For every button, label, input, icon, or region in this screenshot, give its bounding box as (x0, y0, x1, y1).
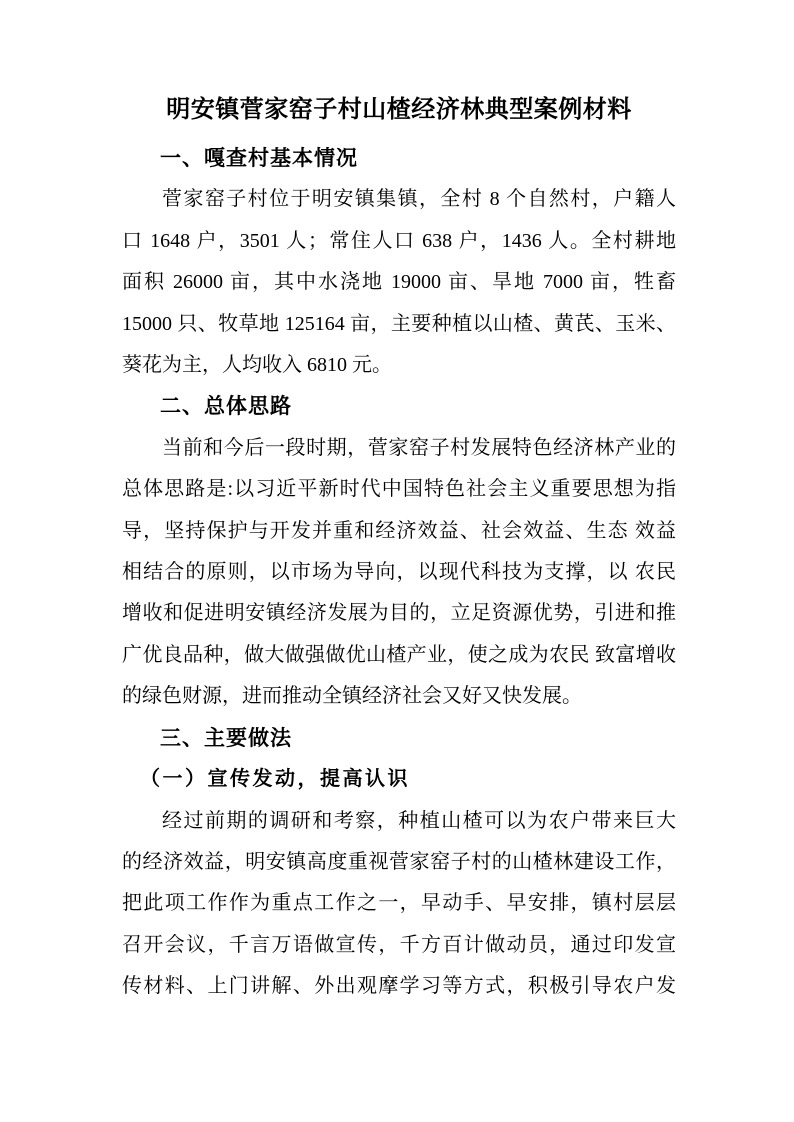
text-line: 总体思路是:以习近平新时代中国特色社会主义重要思想为指 (122, 478, 676, 501)
section-heading-basic-info: 一、嘎查村基本情况 (160, 147, 358, 170)
doc-content (122, 138, 676, 1008)
text-line: 当前和今后一段时期，菅家窑子村发展特色经济林产业的 (162, 436, 676, 459)
subsection-heading-publicity: （一）宣传发动，提高认识 (140, 768, 410, 791)
text-line: 15000 只、牧草地 125164 亩，主要种植以山楂、黄芪、玉米、 (122, 312, 676, 335)
text-line: 把此项工作作为重点工作之一，早动手、早安排，镇村层层 (122, 892, 676, 915)
text-line: 经过前期的调研和考察，种植山楂可以为农户带来巨大 (162, 809, 676, 832)
text-line: 相结合的原则，以市场为导向，以现代科技为支撑，以 农民 (122, 561, 676, 584)
text-line: 菅家窑子村位于明安镇集镇，全村 8 个自然村，户籍人 (162, 188, 676, 211)
doc-title: 明安镇菅家窑子村山楂经济林典型案例材料 (166, 96, 632, 123)
text-line: 导，坚持保护与开发并重和经济效益、社会效益、生态 效益 (122, 519, 676, 542)
text-line: 的经济效益，明安镇高度重视菅家窑子村的山楂林建设工作， (122, 850, 676, 873)
section-heading-main-practices: 三、主要做法 (160, 726, 292, 750)
text-line: 传材料、上门讲解、外出观摩学习等方式，积极引导农户发 (122, 975, 676, 998)
section-heading-overall-approach: 二、总体思路 (160, 395, 292, 419)
text-line: 的绿色财源，进而推动全镇经济社会又好又快发展。 (122, 685, 582, 708)
text-line: 面积 26000 亩，其中水浇地 19000 亩、旱地 7000 亩，牲畜 (122, 271, 676, 294)
text-line: 葵花为主，人均收入 6810 元。 (122, 354, 392, 377)
text-line: 口 1648 户，3501 人；常住人口 638 户，1436 人。全村耕地 (122, 229, 676, 252)
text-line: 召开会议，千言万语做宣传，千方百计做动员，通过印发宣 (122, 933, 676, 956)
text-line: 广优良品种，做大做强做优山楂产业，使之成为农民 致富增收 (122, 643, 676, 666)
text-line: 增收和促进明安镇经济发展为目的，立足资源优势，引进和推 (122, 602, 676, 625)
